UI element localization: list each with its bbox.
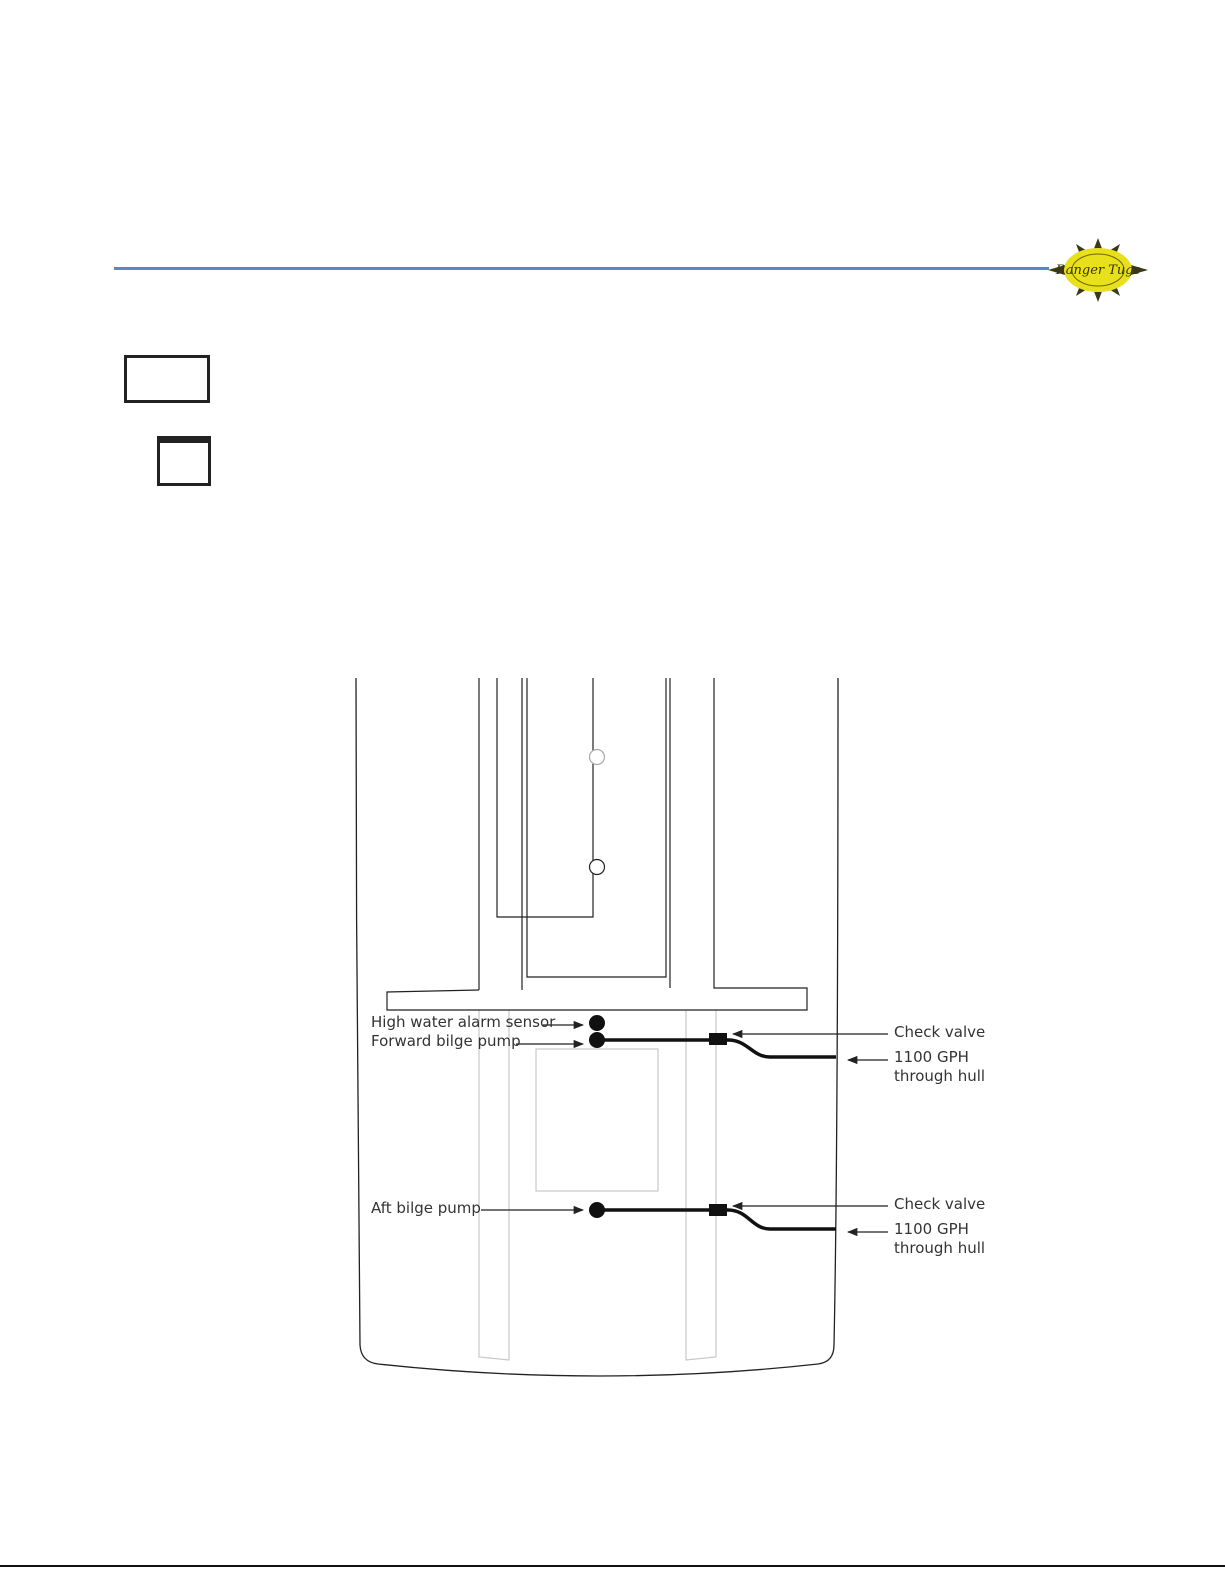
- svg-text:Ranger Tugs: Ranger Tugs: [1055, 263, 1141, 278]
- high-water-alarm-sensor-label: High water alarm sensor: [371, 1013, 556, 1031]
- upper-structure: [387, 678, 807, 1010]
- through-hull-forward-line2: through hull: [894, 1067, 986, 1085]
- check-valve-forward-label: Check valve: [894, 1023, 986, 1041]
- through-hull-forward-line1: 1100 GPH: [894, 1048, 969, 1066]
- forward-check-valve: [709, 1033, 727, 1045]
- stringers: [479, 1010, 716, 1360]
- through-hull-aft-line2: through hull: [894, 1239, 986, 1257]
- aft-check-valve: [709, 1204, 727, 1216]
- forward-bilge-pump-label: Forward bilge pump: [371, 1032, 521, 1050]
- through-hull-aft-line1: 1100 GPH: [894, 1220, 969, 1238]
- aft-bilge-pump-label: Aft bilge pump: [371, 1199, 481, 1217]
- engine-box: [536, 1049, 658, 1191]
- check-valve-aft-label: Check valve: [894, 1195, 986, 1213]
- footer-rule: [0, 1565, 1225, 1567]
- high-water-alarm-sensor-marker: [589, 1015, 605, 1031]
